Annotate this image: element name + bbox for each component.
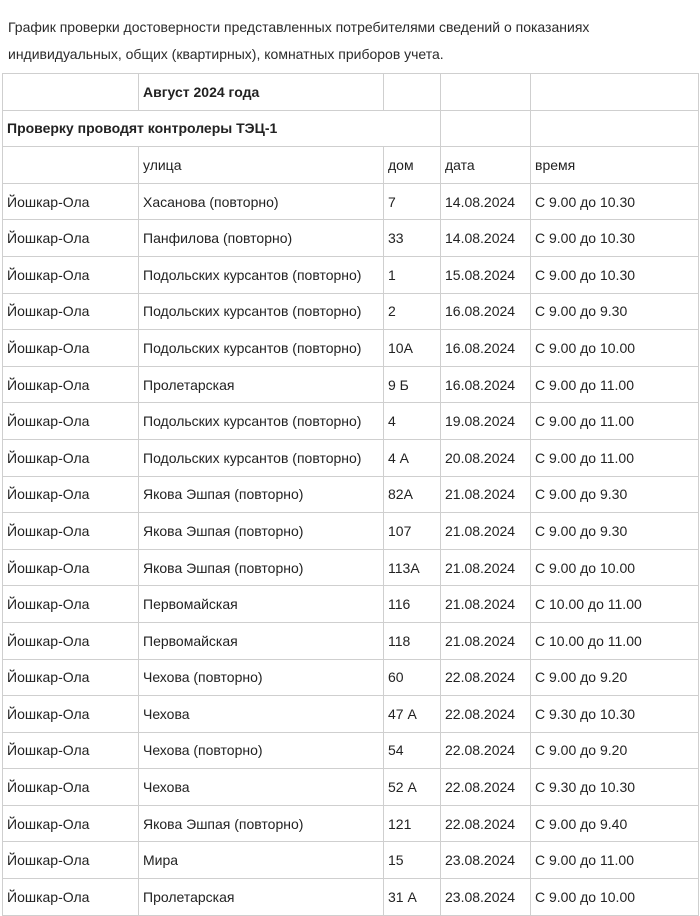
cell-time: С 9.00 до 10.00	[531, 879, 699, 916]
cell-city: Йошкар-Ола	[3, 732, 139, 769]
period-row	[3, 74, 699, 111]
cell-time: С 9.00 до 9.30	[531, 476, 699, 513]
cell-house: 33	[384, 220, 441, 257]
table-row	[3, 622, 699, 659]
cell-date: 23.08.2024	[441, 879, 531, 916]
inspectors-row	[3, 110, 699, 147]
cell-time: С 10.00 до 11.00	[531, 622, 699, 659]
cell-date: 21.08.2024	[441, 622, 531, 659]
cell-street: Чехова (повторно)	[139, 659, 384, 696]
cell-date: 23.08.2024	[441, 842, 531, 879]
cell-city: Йошкар-Ола	[3, 330, 139, 367]
cell-street: Чехова (повторно)	[139, 732, 384, 769]
cell-time: С 9.30 до 10.30	[531, 769, 699, 806]
period-empty-cell	[384, 74, 441, 111]
cell-date: 22.08.2024	[441, 696, 531, 733]
cell-street: Подольских курсантов (повторно)	[139, 293, 384, 330]
cell-time: С 9.00 до 10.00	[531, 330, 699, 367]
cell-house: 4	[384, 403, 441, 440]
cell-date: 16.08.2024	[441, 366, 531, 403]
cell-date: 21.08.2024	[441, 513, 531, 550]
cell-house: 15	[384, 842, 441, 879]
cell-time: С 9.00 до 9.30	[531, 513, 699, 550]
cell-street: Подольских курсантов (повторно)	[139, 439, 384, 476]
cell-house: 116	[384, 586, 441, 623]
cell-house: 54	[384, 732, 441, 769]
cell-house: 10А	[384, 330, 441, 367]
cell-time: С 9.00 до 11.00	[531, 842, 699, 879]
period-empty-cell	[441, 74, 531, 111]
cell-time: С 9.00 до 10.30	[531, 256, 699, 293]
cell-city: Йошкар-Ола	[3, 622, 139, 659]
cell-time: С 9.00 до 9.40	[531, 805, 699, 842]
cell-house: 7	[384, 183, 441, 220]
inspectors-empty-cell	[531, 110, 699, 147]
cell-house: 52 А	[384, 769, 441, 806]
header-city-empty	[3, 147, 139, 184]
table-row	[3, 879, 699, 916]
inspectors-empty-cell	[441, 110, 531, 147]
cell-city: Йошкар-Ола	[3, 366, 139, 403]
cell-time: С 9.00 до 9.20	[531, 732, 699, 769]
cell-house: 118	[384, 622, 441, 659]
header-time: время	[531, 147, 699, 184]
intro-paragraph: График проверки достоверности представленных потребителями сведений о показаниях индивидуальных, общих (квартирных), комнатных приборов учета.	[8, 19, 590, 62]
cell-street: Якова Эшпая (повторно)	[139, 476, 384, 513]
table-row	[3, 732, 699, 769]
cell-city: Йошкар-Ола	[3, 659, 139, 696]
header-street: улица	[139, 147, 384, 184]
cell-city: Йошкар-Ола	[3, 769, 139, 806]
cell-house: 47 А	[384, 696, 441, 733]
cell-street: Якова Эшпая (повторно)	[139, 513, 384, 550]
cell-date: 16.08.2024	[441, 330, 531, 367]
cell-date: 21.08.2024	[441, 586, 531, 623]
cell-house: 4 А	[384, 439, 441, 476]
inspectors-cell: Проверку проводят контролеры ТЭЦ-1	[3, 110, 441, 147]
table-row	[3, 513, 699, 550]
cell-city: Йошкар-Ола	[3, 549, 139, 586]
cell-city: Йошкар-Ола	[3, 256, 139, 293]
cell-city: Йошкар-Ола	[3, 476, 139, 513]
table-row	[3, 769, 699, 806]
period-empty-cell	[531, 74, 699, 111]
cell-street: Пролетарская	[139, 366, 384, 403]
cell-date: 15.08.2024	[441, 256, 531, 293]
cell-time: С 9.00 до 10.30	[531, 220, 699, 257]
cell-street: Первомайская	[139, 622, 384, 659]
column-header-row	[3, 147, 699, 184]
cell-date: 22.08.2024	[441, 769, 531, 806]
cell-street: Чехова	[139, 696, 384, 733]
cell-date: 19.08.2024	[441, 403, 531, 440]
cell-house: 107	[384, 513, 441, 550]
cell-date: 22.08.2024	[441, 659, 531, 696]
table-row	[3, 549, 699, 586]
cell-time: С 9.00 до 11.00	[531, 403, 699, 440]
cell-house: 121	[384, 805, 441, 842]
cell-date: 21.08.2024	[441, 549, 531, 586]
cell-street: Чехова	[139, 769, 384, 806]
table-row	[3, 476, 699, 513]
cell-time: С 9.00 до 11.00	[531, 366, 699, 403]
cell-time: С 9.00 до 11.00	[531, 439, 699, 476]
table-row	[3, 366, 699, 403]
cell-street: Мира	[139, 842, 384, 879]
cell-date: 22.08.2024	[441, 732, 531, 769]
cell-city: Йошкар-Ола	[3, 879, 139, 916]
cell-street: Панфилова (повторно)	[139, 220, 384, 257]
cell-city: Йошкар-Ола	[3, 439, 139, 476]
cell-house: 9 Б	[384, 366, 441, 403]
table-row	[3, 805, 699, 842]
table-row	[3, 659, 699, 696]
cell-city: Йошкар-Ола	[3, 183, 139, 220]
table-row	[3, 586, 699, 623]
cell-city: Йошкар-Ола	[3, 696, 139, 733]
table-row	[3, 183, 699, 220]
cell-time: С 9.30 до 10.30	[531, 696, 699, 733]
cell-street: Подольских курсантов (повторно)	[139, 256, 384, 293]
schedule-table	[2, 73, 699, 916]
cell-city: Йошкар-Ола	[3, 403, 139, 440]
table-row	[3, 293, 699, 330]
cell-city: Йошкар-Ола	[3, 220, 139, 257]
table-row	[3, 842, 699, 879]
cell-house: 82А	[384, 476, 441, 513]
cell-date: 20.08.2024	[441, 439, 531, 476]
table-row	[3, 439, 699, 476]
cell-date: 22.08.2024	[441, 805, 531, 842]
table-row	[3, 696, 699, 733]
cell-house: 1	[384, 256, 441, 293]
header-date: дата	[441, 147, 531, 184]
cell-date: 14.08.2024	[441, 220, 531, 257]
cell-city: Йошкар-Ола	[3, 586, 139, 623]
cell-street: Подольских курсантов (повторно)	[139, 330, 384, 367]
cell-house: 2	[384, 293, 441, 330]
period-empty-cell	[3, 74, 139, 111]
cell-house: 60	[384, 659, 441, 696]
cell-street: Подольских курсантов (повторно)	[139, 403, 384, 440]
cell-city: Йошкар-Ола	[3, 842, 139, 879]
cell-street: Якова Эшпая (повторно)	[139, 805, 384, 842]
cell-time: С 9.00 до 9.20	[531, 659, 699, 696]
cell-house: 113А	[384, 549, 441, 586]
table-row	[3, 403, 699, 440]
table-row	[3, 220, 699, 257]
cell-time: С 9.00 до 10.00	[531, 549, 699, 586]
cell-street: Якова Эшпая (повторно)	[139, 549, 384, 586]
period-cell: Август 2024 года	[139, 74, 384, 111]
table-row	[3, 256, 699, 293]
cell-street: Первомайская	[139, 586, 384, 623]
cell-street: Хасанова (повторно)	[139, 183, 384, 220]
cell-date: 14.08.2024	[441, 183, 531, 220]
table-row	[3, 330, 699, 367]
cell-date: 16.08.2024	[441, 293, 531, 330]
cell-date: 21.08.2024	[441, 476, 531, 513]
cell-house: 31 А	[384, 879, 441, 916]
cell-city: Йошкар-Ола	[3, 805, 139, 842]
header-house: дом	[384, 147, 441, 184]
cell-street: Пролетарская	[139, 879, 384, 916]
cell-city: Йошкар-Ола	[3, 513, 139, 550]
cell-time: С 10.00 до 11.00	[531, 586, 699, 623]
cell-time: С 9.00 до 9.30	[531, 293, 699, 330]
cell-city: Йошкар-Ола	[3, 293, 139, 330]
cell-time: С 9.00 до 10.30	[531, 183, 699, 220]
